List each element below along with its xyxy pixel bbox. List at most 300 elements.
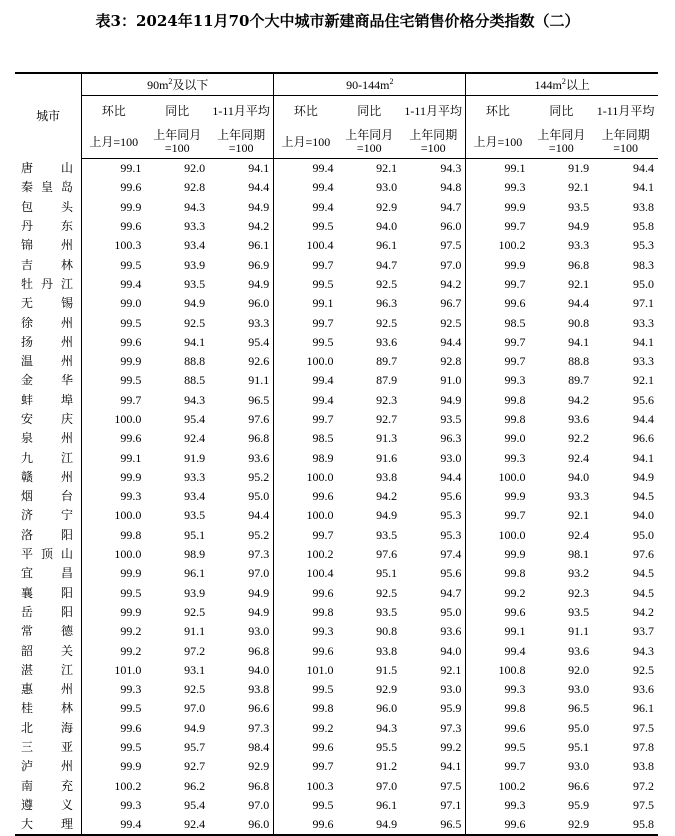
index-value: 99.8 xyxy=(466,410,530,429)
city-name-text: 锦州 xyxy=(21,238,73,253)
index-value: 95.9 xyxy=(568,797,590,812)
table-row xyxy=(15,641,658,660)
table-row xyxy=(15,699,658,718)
index-value: 97.3 xyxy=(248,720,270,735)
index-value: 97.3 xyxy=(440,720,462,735)
city-name-text: 包头 xyxy=(21,199,73,214)
index-value: 99.6 xyxy=(274,641,338,660)
index-value: 90.8 xyxy=(376,624,398,639)
index-value: 93.3 xyxy=(633,354,654,369)
index-value: 100.2 xyxy=(274,545,338,564)
index-value: 99.8 xyxy=(274,603,338,622)
index-value: 99.0 xyxy=(466,429,530,448)
index-value: 93.5 xyxy=(568,604,590,619)
index-value: 92.1 xyxy=(568,180,590,195)
index-value: 99.5 xyxy=(274,680,338,699)
index-value: 96.0 xyxy=(440,219,462,234)
index-value: 94.4 xyxy=(633,412,654,426)
base-label-ytd-avg: 上年同期=100 xyxy=(209,126,274,159)
index-value: 99.6 xyxy=(466,719,530,738)
city-name-text: 秦皇岛 xyxy=(21,180,73,195)
index-value: 92.0 xyxy=(184,161,206,176)
index-value: 97.0 xyxy=(248,566,270,581)
index-value: 99.3 xyxy=(466,680,530,699)
index-value: 99.8 xyxy=(274,699,338,718)
index-value: 99.9 xyxy=(82,468,146,487)
city-name-text: 唐山 xyxy=(21,160,73,175)
table-row xyxy=(15,506,658,525)
index-value: 97.6 xyxy=(633,547,654,562)
index-value: 94.0 xyxy=(440,643,462,658)
index-value: 94.7 xyxy=(440,199,462,214)
table-row xyxy=(15,159,658,179)
index-value: 93.0 xyxy=(440,450,462,465)
index-value: 92.5 xyxy=(440,315,462,330)
index-value: 96.0 xyxy=(209,815,274,835)
table-row xyxy=(15,738,658,757)
index-value: 92.9 xyxy=(248,759,270,774)
city-name-text: 金华 xyxy=(21,373,73,388)
index-value: 99.5 xyxy=(82,313,146,332)
city-name xyxy=(15,333,82,352)
index-value: 100.0 xyxy=(274,506,338,525)
table-row xyxy=(15,603,658,622)
table-row xyxy=(15,236,658,255)
city-name-text: 襄阳 xyxy=(21,585,73,600)
index-value: 99.7 xyxy=(466,352,530,371)
index-value: 99.6 xyxy=(82,429,146,448)
city-name xyxy=(15,275,82,294)
index-value: 94.1 xyxy=(248,161,270,176)
index-value: 96.1 xyxy=(184,566,206,581)
index-value: 96.9 xyxy=(248,257,270,272)
city-name-text: 平顶山 xyxy=(21,547,73,562)
index-value: 94.9 xyxy=(184,296,206,311)
city-name-text: 吉林 xyxy=(21,257,73,272)
subheader-mom: 环比 xyxy=(274,96,338,127)
index-value: 94.1 xyxy=(633,180,654,195)
index-value: 96.6 xyxy=(248,701,270,716)
index-value: 94.0 xyxy=(568,469,590,484)
index-value: 92.7 xyxy=(376,412,398,426)
index-value: 98.5 xyxy=(466,313,530,332)
table-row xyxy=(15,661,658,680)
index-value: 92.5 xyxy=(184,682,206,697)
index-value: 92.8 xyxy=(184,180,206,195)
index-value: 97.2 xyxy=(633,778,654,793)
index-value: 99.4 xyxy=(274,159,338,179)
index-value: 92.2 xyxy=(568,431,590,446)
index-value: 93.3 xyxy=(248,315,270,330)
index-value: 100.4 xyxy=(274,564,338,583)
index-value: 94.0 xyxy=(248,662,270,677)
index-value: 96.1 xyxy=(248,238,270,253)
index-value: 96.6 xyxy=(633,431,654,446)
index-value: 96.8 xyxy=(248,643,270,658)
index-value: 93.5 xyxy=(184,508,206,523)
city-name xyxy=(15,603,82,622)
city-name-text: 洛阳 xyxy=(21,527,73,542)
index-value: 95.4 xyxy=(184,412,206,426)
index-value: 94.2 xyxy=(633,604,654,619)
index-value: 95.3 xyxy=(440,527,462,542)
index-value: 94.9 xyxy=(633,469,654,484)
index-value: 93.6 xyxy=(568,643,590,658)
city-name xyxy=(15,661,82,680)
index-value: 92.4 xyxy=(145,815,209,835)
city-name-text: 无锡 xyxy=(21,296,73,311)
index-value: 94.5 xyxy=(633,489,654,504)
index-value: 93.0 xyxy=(568,759,590,774)
index-value: 99.5 xyxy=(274,217,338,236)
index-value: 99.9 xyxy=(466,487,530,506)
index-value: 99.4 xyxy=(82,815,146,835)
index-value: 93.6 xyxy=(440,624,462,639)
city-name-text: 泸州 xyxy=(21,759,73,774)
city-name-text: 南充 xyxy=(21,778,73,793)
index-value: 93.8 xyxy=(633,759,654,774)
index-value: 91.1 xyxy=(248,373,270,388)
index-value: 94.3 xyxy=(184,199,206,214)
index-value: 94.1 xyxy=(633,334,654,349)
table-row xyxy=(15,680,658,699)
index-value: 99.8 xyxy=(466,391,530,410)
table-row xyxy=(15,622,658,641)
index-value: 97.5 xyxy=(440,238,462,253)
index-value: 88.8 xyxy=(568,354,590,369)
index-value: 94.4 xyxy=(440,334,462,349)
index-value: 97.1 xyxy=(440,797,462,812)
index-value: 100.4 xyxy=(274,236,338,255)
index-value: 95.0 xyxy=(248,489,270,504)
index-value: 98.5 xyxy=(274,429,338,448)
base-label-ytd-avg: 上年同期=100 xyxy=(401,126,466,159)
index-value: 91.5 xyxy=(376,662,398,677)
table-row xyxy=(15,352,658,371)
index-value: 96.0 xyxy=(376,701,398,716)
index-value: 96.3 xyxy=(376,296,398,311)
index-value: 94.4 xyxy=(568,296,590,311)
index-value: 100.2 xyxy=(82,777,146,796)
index-value: 96.2 xyxy=(184,778,206,793)
index-value: 99.8 xyxy=(466,564,530,583)
index-value: 100.2 xyxy=(466,236,530,255)
index-value: 95.2 xyxy=(248,527,270,542)
city-name-text: 丹东 xyxy=(21,219,73,234)
index-value: 96.5 xyxy=(401,815,466,835)
index-value: 98.3 xyxy=(633,257,654,272)
index-value: 99.2 xyxy=(466,584,530,603)
city-name xyxy=(15,236,82,255)
index-value: 96.5 xyxy=(248,392,270,407)
city-name xyxy=(15,545,82,564)
index-value: 95.4 xyxy=(184,797,206,812)
index-value: 94.3 xyxy=(633,643,654,658)
index-value: 94.9 xyxy=(184,720,206,735)
city-name-text: 湛江 xyxy=(21,662,73,677)
city-name xyxy=(15,738,82,757)
table-row xyxy=(15,313,658,332)
index-value: 100.0 xyxy=(466,468,530,487)
index-value: 99.7 xyxy=(466,217,530,236)
city-name-text: 常德 xyxy=(21,624,73,639)
index-value: 88.8 xyxy=(184,354,206,369)
city-name xyxy=(15,391,82,410)
index-value: 94.4 xyxy=(440,469,462,484)
index-value: 94.7 xyxy=(376,257,398,272)
city-name-text: 惠州 xyxy=(21,682,73,697)
index-value: 97.0 xyxy=(376,778,398,793)
index-value: 95.0 xyxy=(440,604,462,619)
index-value: 93.3 xyxy=(184,469,206,484)
index-value: 94.1 xyxy=(184,334,206,349)
city-name xyxy=(15,680,82,699)
table-row xyxy=(15,564,658,583)
city-name-text: 泉州 xyxy=(21,431,73,446)
index-value: 95.1 xyxy=(568,740,590,755)
index-value: 93.9 xyxy=(184,585,206,600)
base-label-yoy: 上年同月=100 xyxy=(145,126,209,159)
city-name xyxy=(15,159,82,179)
index-value: 100.2 xyxy=(466,777,530,796)
index-value: 99.3 xyxy=(466,796,530,815)
index-value: 91.9 xyxy=(184,450,206,465)
index-value: 93.6 xyxy=(633,682,654,697)
index-value: 99.5 xyxy=(274,275,338,294)
index-value: 100.0 xyxy=(274,352,338,371)
city-name xyxy=(15,410,82,429)
index-value: 99.2 xyxy=(82,641,146,660)
index-value: 99.2 xyxy=(274,719,338,738)
index-value: 99.9 xyxy=(466,255,530,274)
index-value: 99.7 xyxy=(274,526,338,545)
index-value: 99.6 xyxy=(274,815,338,835)
index-value: 94.1 xyxy=(568,334,590,349)
index-value: 92.9 xyxy=(376,682,398,697)
city-name-text: 遵义 xyxy=(21,797,73,812)
index-value: 94.8 xyxy=(440,180,462,195)
index-value: 94.1 xyxy=(440,759,462,774)
index-value: 92.5 xyxy=(184,315,206,330)
table-row xyxy=(15,448,658,467)
index-value: 99.9 xyxy=(82,198,146,217)
subheader-ytd-avg: 1-11月平均 xyxy=(212,103,270,118)
index-value: 94.2 xyxy=(248,219,270,234)
city-name xyxy=(15,448,82,467)
index-value: 99.9 xyxy=(82,352,146,371)
index-value: 95.9 xyxy=(440,701,462,716)
city-name xyxy=(15,371,82,390)
table-row xyxy=(15,391,658,410)
index-value: 97.4 xyxy=(440,547,462,562)
index-value: 99.2 xyxy=(82,622,146,641)
index-value: 91.9 xyxy=(568,161,590,176)
index-value: 95.4 xyxy=(248,334,270,349)
index-value: 97.0 xyxy=(184,701,206,716)
index-value: 99.5 xyxy=(82,255,146,274)
index-value: 95.0 xyxy=(568,720,590,735)
index-value: 99.3 xyxy=(82,680,146,699)
index-value: 99.6 xyxy=(466,603,530,622)
index-value: 93.3 xyxy=(633,315,654,330)
index-value: 96.3 xyxy=(440,431,462,446)
index-value: 93.4 xyxy=(184,489,206,504)
index-value: 96.1 xyxy=(376,797,398,812)
city-name xyxy=(15,255,82,274)
index-value: 99.8 xyxy=(466,699,530,718)
index-value: 99.7 xyxy=(466,333,530,352)
index-value: 97.0 xyxy=(248,797,270,812)
index-value: 101.0 xyxy=(274,661,338,680)
index-value: 92.5 xyxy=(376,276,398,291)
index-value: 89.7 xyxy=(376,354,398,369)
table-row xyxy=(15,757,658,776)
subheader-mom: 环比 xyxy=(466,96,530,127)
table-row xyxy=(15,275,658,294)
index-value: 99.5 xyxy=(82,584,146,603)
index-value: 99.9 xyxy=(466,545,530,564)
subheader-mom: 环比 xyxy=(82,96,146,127)
table-row xyxy=(15,333,658,352)
city-name xyxy=(15,777,82,796)
city-name xyxy=(15,487,82,506)
index-value: 99.6 xyxy=(466,815,530,835)
index-value: 99.4 xyxy=(274,371,338,390)
index-value: 94.9 xyxy=(248,604,270,619)
index-value: 99.3 xyxy=(274,622,338,641)
table-row xyxy=(15,255,658,274)
index-value: 92.3 xyxy=(568,585,590,600)
index-value: 95.0 xyxy=(633,276,654,291)
index-value: 99.5 xyxy=(466,738,530,757)
group-header-medium: $90-144m^2$ xyxy=(274,73,466,96)
index-value: 99.4 xyxy=(82,275,146,294)
index-value: 99.7 xyxy=(82,391,146,410)
table-row xyxy=(15,719,658,738)
index-value: 91.1 xyxy=(184,624,206,639)
index-value: 91.6 xyxy=(376,450,398,465)
index-value: 95.6 xyxy=(633,392,654,407)
city-name-text: 安庆 xyxy=(21,412,73,426)
index-value: 93.6 xyxy=(376,334,398,349)
index-value: 94.9 xyxy=(248,276,270,291)
index-value: 99.3 xyxy=(466,371,530,390)
index-value: 93.5 xyxy=(568,199,590,214)
index-value: 92.1 xyxy=(568,508,590,523)
index-value: 99.6 xyxy=(274,487,338,506)
city-name-text: 济宁 xyxy=(21,508,73,523)
base-label-mom: 上月=100 xyxy=(274,126,338,159)
index-value: 96.6 xyxy=(568,778,590,793)
city-name-text: 桂林 xyxy=(21,701,73,716)
index-value: 94.9 xyxy=(440,392,462,407)
index-value: 94.4 xyxy=(248,508,270,523)
index-value: 99.5 xyxy=(82,699,146,718)
index-value: 93.5 xyxy=(184,276,206,291)
city-name xyxy=(15,699,82,718)
index-value: 97.5 xyxy=(633,720,654,735)
index-value: 99.3 xyxy=(466,448,530,467)
index-value: 100.0 xyxy=(82,506,146,525)
index-value: 92.9 xyxy=(376,199,398,214)
index-value: 94.0 xyxy=(376,219,398,234)
index-value: 94.9 xyxy=(568,219,590,234)
base-label-ytd-avg: 上年同期=100 xyxy=(593,126,658,159)
index-value: 93.3 xyxy=(568,238,590,253)
city-name-text: 温州 xyxy=(21,354,73,369)
index-value: 99.9 xyxy=(82,603,146,622)
city-name xyxy=(15,584,82,603)
index-value: 95.5 xyxy=(376,740,398,755)
index-value: 100.0 xyxy=(82,410,146,429)
index-value: 99.3 xyxy=(82,487,146,506)
index-value: 99.6 xyxy=(82,333,146,352)
city-name-text: 徐州 xyxy=(21,315,73,330)
base-label-mom: 上月=100 xyxy=(466,126,530,159)
index-value: 93.0 xyxy=(376,180,398,195)
index-value: 98.9 xyxy=(274,448,338,467)
index-value: 99.4 xyxy=(274,391,338,410)
index-value: 94.2 xyxy=(440,276,462,291)
city-name xyxy=(15,757,82,776)
index-value: 97.5 xyxy=(440,778,462,793)
index-value: 95.3 xyxy=(633,238,654,253)
group-header-large: $144m^2$以上 xyxy=(466,73,658,96)
city-column-header: 城市 xyxy=(15,73,82,159)
index-value: 99.4 xyxy=(466,641,530,660)
index-value: 98.4 xyxy=(248,740,270,755)
index-value: 94.9 xyxy=(376,508,398,523)
index-value: 94.9 xyxy=(248,585,270,600)
city-name-text: 烟台 xyxy=(21,489,73,504)
index-value: 95.1 xyxy=(184,527,206,542)
index-value: 92.9 xyxy=(529,815,593,835)
table-row xyxy=(15,487,658,506)
city-name xyxy=(15,622,82,641)
table-row xyxy=(15,468,658,487)
index-value: 92.0 xyxy=(568,662,590,677)
city-name xyxy=(15,178,82,197)
index-value: 94.1 xyxy=(633,450,654,465)
index-value: 92.1 xyxy=(376,161,398,176)
table-row xyxy=(15,526,658,545)
index-value: 93.9 xyxy=(184,257,206,272)
index-value: 93.8 xyxy=(633,199,654,214)
index-value: 94.2 xyxy=(376,489,398,504)
table-row xyxy=(15,198,658,217)
index-value: 94.9 xyxy=(337,815,401,835)
index-value: 97.5 xyxy=(633,797,654,812)
index-value: 92.4 xyxy=(568,527,590,542)
index-value: 99.9 xyxy=(466,198,530,217)
city-name xyxy=(15,352,82,371)
table-row xyxy=(15,294,658,313)
table-row xyxy=(15,584,658,603)
index-value: 94.2 xyxy=(568,392,590,407)
subheader-yoy: 同比 xyxy=(549,104,574,118)
city-name xyxy=(15,313,82,332)
index-value: 92.1 xyxy=(633,373,654,388)
subheader-yoy: 同比 xyxy=(357,104,382,118)
index-value: 93.6 xyxy=(248,450,270,465)
index-value: 99.6 xyxy=(82,217,146,236)
index-value: 92.5 xyxy=(633,662,654,677)
index-value: 99.8 xyxy=(82,526,146,545)
subheader-ytd-avg: 1-11月平均 xyxy=(404,103,462,118)
index-value: 92.5 xyxy=(376,315,398,330)
index-value: 100.0 xyxy=(82,545,146,564)
city-name-text: 牡丹江 xyxy=(21,276,73,291)
